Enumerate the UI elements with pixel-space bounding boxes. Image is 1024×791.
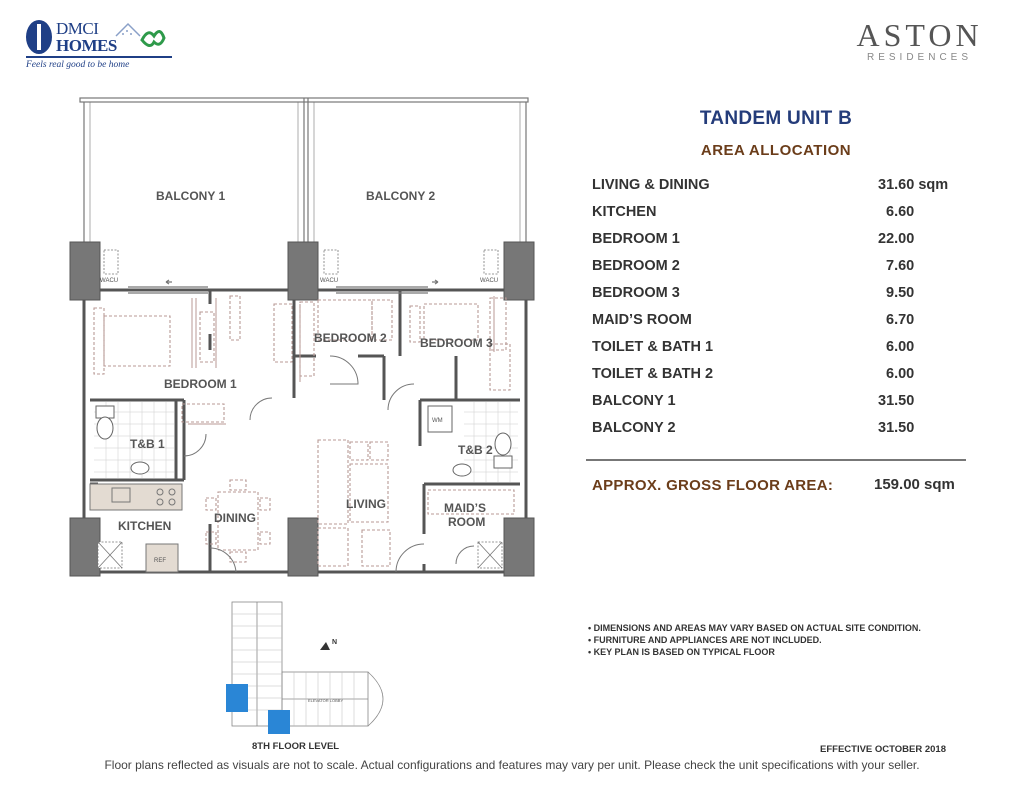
north-label: N <box>332 639 338 646</box>
label-dining: DINING <box>214 511 256 525</box>
keyplan-label: 8TH FLOOR LEVEL <box>252 741 340 752</box>
toilet-tank-tb1 <box>96 406 114 418</box>
basin-icon-tb1 <box>131 462 149 474</box>
area-row <box>592 339 964 359</box>
floor-plan <box>68 94 536 600</box>
developer-logo <box>18 14 178 76</box>
area-room-name: BEDROOM 2 <box>592 258 680 274</box>
label-bedroom1: BEDROOM 1 <box>164 377 237 391</box>
note-item: • FURNITURE AND APPLIANCES ARE NOT INCLUDED. <box>588 634 988 646</box>
area-room-name: BEDROOM 3 <box>592 285 680 301</box>
area-value: 31.60 sqm <box>878 177 949 193</box>
label-wacu-middle: WACU <box>320 278 339 284</box>
disclaimer: Floor plans reflected as visuals are not to scale. Actual configurations and features may vary per unit. Please check the unit specifications with your seller. <box>104 758 920 772</box>
column-top-left <box>70 242 100 300</box>
gross-floor-area-value: 159.00 sqm <box>874 476 955 493</box>
note-item: • KEY PLAN IS BASED ON TYPICAL FLOOR <box>588 646 988 658</box>
bed-bedroom3 <box>424 304 478 340</box>
label-ref: REF <box>154 558 166 564</box>
column-bottom-middle <box>288 518 318 576</box>
sofa <box>318 440 348 524</box>
area-row <box>592 420 964 440</box>
north-arrow-icon <box>320 642 330 650</box>
dmci-emblem-icon <box>26 20 52 54</box>
area-allocation-heading: AREA ALLOCATION <box>700 142 852 159</box>
developer-brand-line2: HOMES <box>56 36 117 55</box>
toilet-icon-tb1 <box>97 417 113 439</box>
area-value: 22.00 <box>878 231 915 247</box>
area-room-name: LIVING & DINING <box>592 177 710 193</box>
kitchen-counter <box>90 484 182 510</box>
basin-icon-tb2 <box>453 464 471 476</box>
label-tb1: T&B 1 <box>130 437 165 451</box>
area-row <box>592 285 964 305</box>
developer-brand-line1: DMCI <box>56 19 99 38</box>
area-value: 6.60 <box>886 204 915 220</box>
label-maids-line2: ROOM <box>448 515 486 529</box>
label-bedroom2: BEDROOM 2 <box>314 331 387 345</box>
area-room-name: BALCONY 1 <box>592 393 676 409</box>
area-row <box>592 177 964 197</box>
acu-unit-right <box>484 250 498 274</box>
area-value: 9.50 <box>886 285 915 301</box>
label-wm: WM <box>432 418 443 424</box>
column-top-right <box>504 242 534 300</box>
toilet-icon-tb2 <box>495 433 511 455</box>
label-tb2: T&B 2 <box>458 443 493 457</box>
keyplan-unit-highlight <box>268 710 290 734</box>
label-bedroom3: BEDROOM 3 <box>420 336 493 350</box>
area-value: 31.50 <box>878 393 915 409</box>
area-row <box>592 393 964 413</box>
area-divider <box>586 459 966 461</box>
developer-tagline: Feels real good to be home <box>26 60 130 70</box>
project-logo <box>847 18 992 63</box>
area-row <box>592 204 964 224</box>
area-row <box>592 258 964 278</box>
effective-date: EFFECTIVE OCTOBER 2018 <box>820 744 946 755</box>
area-room-name: KITCHEN <box>592 204 657 220</box>
area-value: 7.60 <box>886 258 915 274</box>
area-row <box>592 231 964 251</box>
acu-unit-middle <box>324 250 338 274</box>
wardrobe-hatching <box>188 296 494 424</box>
column-top-middle <box>288 242 318 300</box>
area-value: 6.00 <box>886 339 915 355</box>
house-swirl-icon <box>114 20 166 54</box>
bed-bedroom1 <box>104 316 170 366</box>
area-value: 6.00 <box>886 366 915 382</box>
label-living: LIVING <box>346 497 387 511</box>
logo-underline <box>26 56 172 58</box>
label-maids-line1: MAID’S <box>444 501 486 515</box>
coffee-table <box>350 464 388 522</box>
column-bottom-right <box>504 518 534 576</box>
area-room-name: BALCONY 2 <box>592 420 676 436</box>
area-room-name: BEDROOM 1 <box>592 231 680 247</box>
area-room-name: TOILET & BATH 1 <box>592 339 714 355</box>
keyplan-lobby-label: ELEVATOR LOBBY <box>308 698 344 703</box>
project-name: ASTON <box>856 17 983 53</box>
area-value: 31.50 <box>878 420 915 436</box>
unit-title: TANDEM UNIT B <box>699 108 853 129</box>
keyplan-curved-end <box>368 672 383 726</box>
label-kitchen: KITCHEN <box>118 519 172 533</box>
notes-list <box>588 622 988 658</box>
area-room-name: TOILET & BATH 2 <box>592 366 714 382</box>
label-wacu-left: WACU <box>100 278 119 284</box>
label-balcony1: BALCONY 1 <box>156 189 226 203</box>
column-bottom-left <box>70 518 100 576</box>
label-balcony2: BALCONY 2 <box>366 189 436 203</box>
note-item: • DIMENSIONS AND AREAS MAY VARY BASED ON ACTUAL SITE CONDITION. <box>588 622 988 634</box>
keyplan-unit-highlight <box>226 684 248 712</box>
key-plan <box>222 598 410 736</box>
label-wacu-right: WACU <box>480 278 499 284</box>
area-value: 6.70 <box>886 312 915 328</box>
area-room-name: MAID’S ROOM <box>592 312 692 328</box>
area-row <box>592 366 964 386</box>
area-row <box>592 312 964 332</box>
project-subtitle: RESIDENCES <box>866 52 972 63</box>
acu-unit-left <box>104 250 118 274</box>
gross-floor-area-label: APPROX. GROSS FLOOR AREA: <box>592 477 834 494</box>
